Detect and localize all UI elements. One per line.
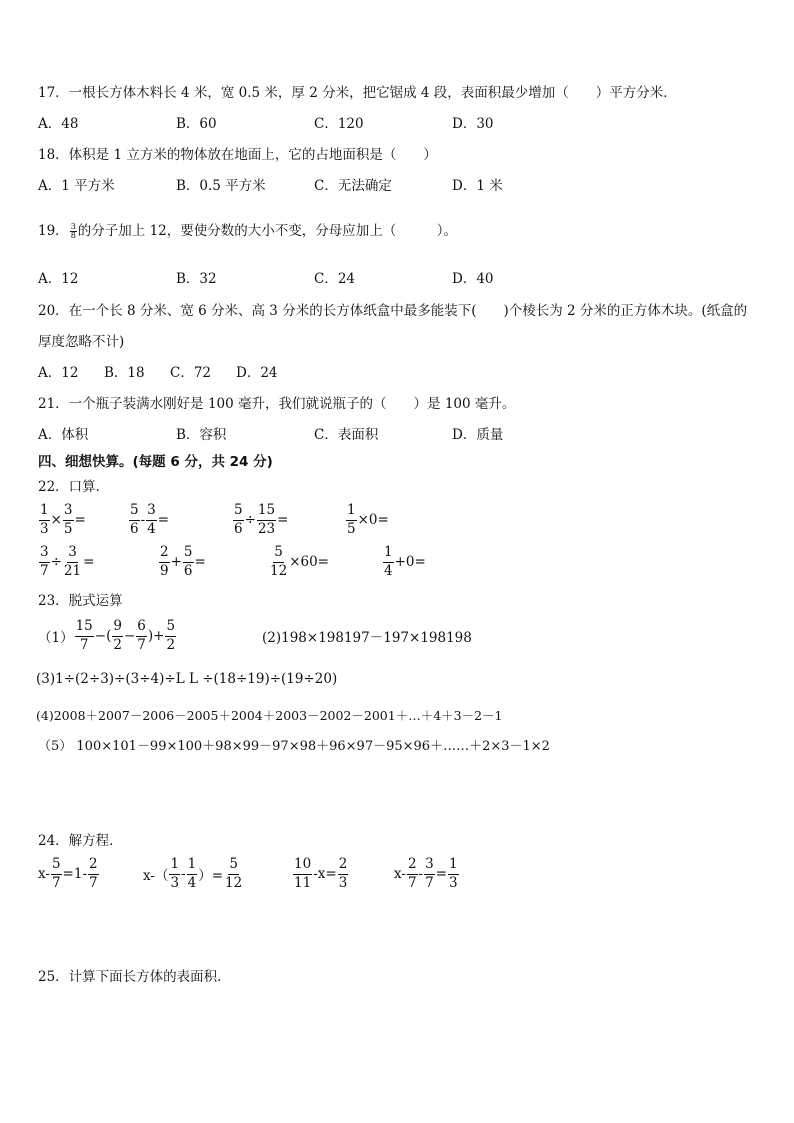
q21-option-a[interactable]: A．体积 (38, 427, 89, 443)
q21-option-b[interactable]: B．容积 (176, 427, 227, 443)
q23-part-1: （1） $\frac{15}{7}$ −( $\frac{9}{2}$ − $\frac{6}{7}$ )+ $\frac{5}{2}$ (38, 618, 176, 653)
q19-option-c[interactable]: C．24 (314, 271, 356, 287)
question-23-title: 23．脱式运算 (38, 593, 123, 609)
q23-part-5: （5） 100×101－99×100＋98×99－97×98＋96×97－95×96＋……＋2×3－1×2 (38, 739, 550, 754)
q23-part-2: (2)198×198197－197×198198 (262, 630, 472, 646)
q23-part-3: (3)1÷(2÷3)÷(3÷4)÷L L ÷(18÷19)÷(19÷20) (36, 671, 338, 687)
question-21-text: 21．一个瓶子装满水刚好是 100 毫升，我们就说瓶子的（ ）是 100 毫升。 (38, 396, 516, 412)
q19-option-d[interactable]: D．40 (452, 271, 494, 287)
question-22-title: 22．口算． (38, 479, 110, 495)
q20-option-d[interactable]: D．24 (236, 365, 278, 381)
q17-option-c[interactable]: C．120 (314, 116, 364, 132)
q19-prefix: 19． (38, 223, 69, 239)
q22-expr-7: $\frac{5}{12}$ ×60= (270, 544, 329, 579)
question-25-title: 25．计算下面长方体的表面积． (38, 969, 231, 985)
q19-fraction: $\frac{3}{8}$ (70, 222, 76, 240)
q17-option-b[interactable]: B．60 (176, 116, 217, 132)
q22-expr-2: $\frac{5}{6}$ - $\frac{3}{4}$ = (130, 502, 170, 537)
q22-expr-8: $\frac{1}{4}$ +0= (384, 544, 426, 579)
q18-option-d[interactable]: D．1 米 (452, 178, 503, 194)
q18-option-a[interactable]: A．1 平方米 (38, 178, 115, 194)
q23-part-4: (4)2008＋2007－2006－2005＋2004＋2003－2002－2001＋…＋4＋3－2－1 (36, 708, 503, 723)
q18-option-b[interactable]: B．0.5 平方米 (176, 178, 266, 194)
q20-option-a[interactable]: A．12 (38, 365, 79, 381)
q24-equation-3: $\frac{10}{11}$ -x= $\frac{2}{3}$ (294, 856, 348, 891)
question-20-text-line1: 20．在一个长 8 分米、宽 6 分米、高 3 分米的长方体纸盒中最多能装下( )个棱长为 2 分米的正方体木块。(纸盒的 (38, 303, 748, 319)
q22-expr-1: $\frac{1}{3}$ × $\frac{3}{5}$ = (40, 502, 86, 537)
q22-expr-3: $\frac{5}{6}$ ÷ $\frac{15}{23}$ = (234, 502, 289, 537)
q20-option-b[interactable]: B．18 (104, 365, 145, 381)
q21-option-d[interactable]: D．质量 (452, 427, 504, 443)
q24-equation-1: x- $\frac{5}{7}$ =1- $\frac{2}{7}$ (38, 856, 98, 891)
q22-expr-5: $\frac{3}{7}$ ÷ $\frac{3}{21}$ = (40, 544, 95, 579)
q22-expr-4: $\frac{1}{5}$ ×0= (347, 502, 389, 537)
q22-expr-6: $\frac{2}{9}$ + $\frac{5}{6}$ = (160, 544, 206, 579)
question-19-text (38, 222, 457, 240)
q20-option-c[interactable]: C．72 (170, 365, 212, 381)
q21-option-c[interactable]: C．表面积 (314, 427, 379, 443)
q18-option-c[interactable]: C．无法确定 (314, 178, 392, 194)
q19-option-b[interactable]: B．32 (176, 271, 217, 287)
q24-equation-2: x-（ $\frac{1}{3}$ - $\frac{1}{4}$ ）= $\frac{5}{12}$ (143, 856, 243, 891)
question-17-text: 17．一根长方体木料长 4 米，宽 0.5 米，厚 2 分米，把它锯成 4 段，表面积最少增加（ ）平方分米． (38, 85, 677, 101)
q19-option-a[interactable]: A．12 (38, 271, 79, 287)
question-20-text-line2: 厚度忽略不计) (38, 334, 125, 350)
question-24-title: 24．解方程． (38, 833, 123, 849)
q24-equation-4: x- $\frac{2}{7}$ - $\frac{3}{7}$ = $\frac{1}{3}$ (394, 856, 458, 891)
q19-suffix: 的分子加上 12，要使分数的大小不变，分母应加上（ ）。 (77, 223, 457, 239)
section-4-title: 四、细想快算。(每题 6 分，共 24 分) (38, 454, 273, 470)
q17-option-a[interactable]: A．48 (38, 116, 79, 132)
q17-option-d[interactable]: D．30 (452, 116, 494, 132)
question-18-text: 18．体积是 1 立方米的物体放在地面上，它的占地面积是（ ） (38, 147, 437, 163)
